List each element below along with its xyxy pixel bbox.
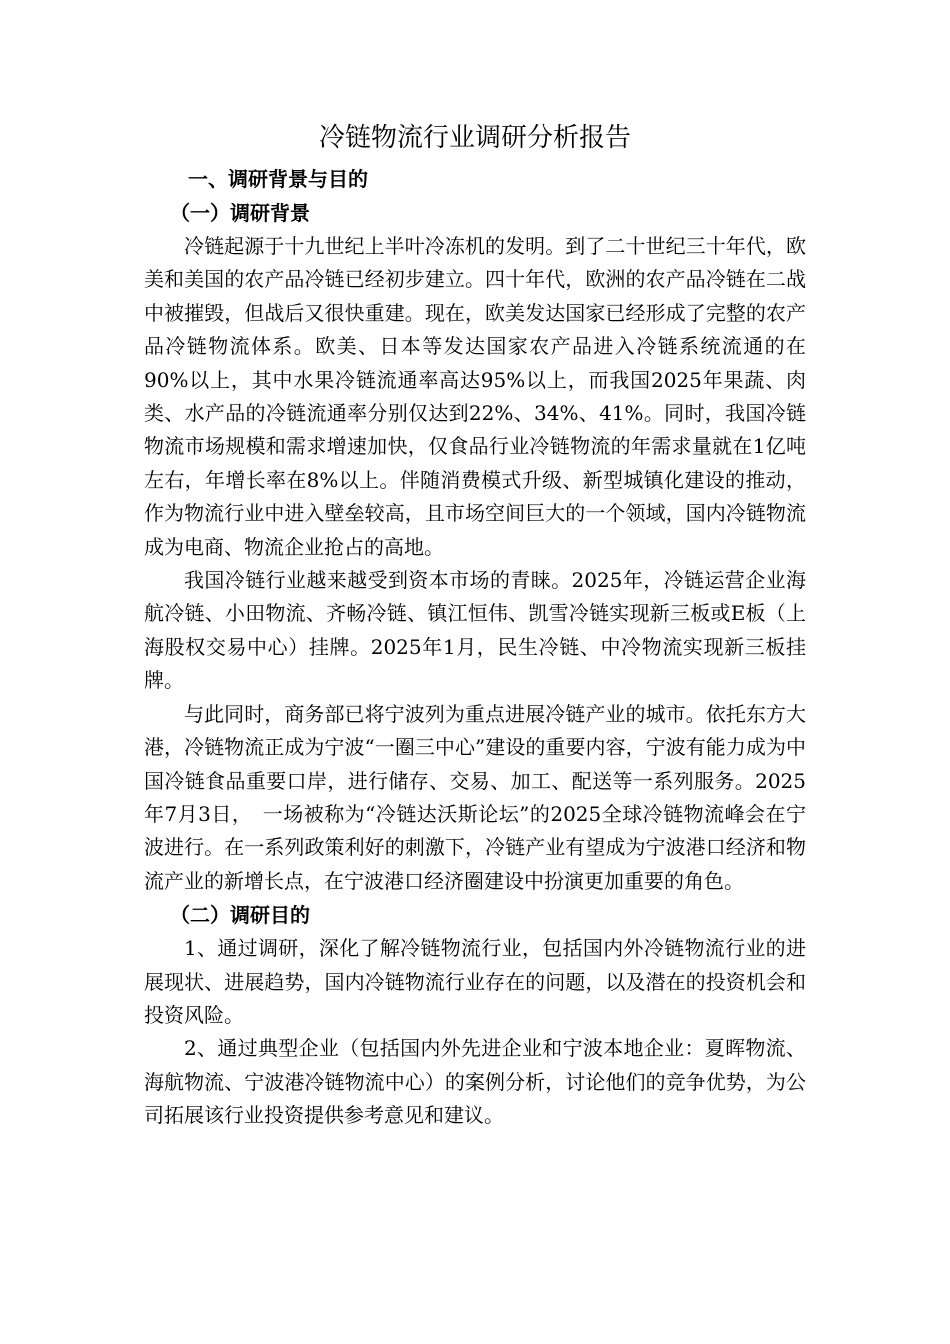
paragraph-purpose-1: 1、通过调研，深化了解冷链物流行业，包括国内外冷链物流行业的进展现状、进展趋势，国内冷链物流行业存在的问题，以及潜在的投资机会和投资风险。 xyxy=(144,936,806,1027)
section-heading-background-purpose: 一、调研背景与目的 xyxy=(188,167,368,191)
paragraph-background-2: 我国冷链行业越来越受到资本市场的青睐。2025年，冷链运营企业海航冷链、小田物流、齐畅冷链、镇江恒伟、凯雪冷链实现新三板或E板（上海股权交易中心）挂牌。2025年1月，民生冷链、中冷物流实现新三板挂牌。 xyxy=(144,568,806,693)
subsection-heading-background: （一）调研背景 xyxy=(170,201,310,225)
document-body xyxy=(144,116,806,1133)
paragraph-purpose-2: 2、通过典型企业（包括国内外先进企业和宁波本地企业：夏晖物流、海航物流、宁波港冷链物流中心）的案例分析，讨论他们的竞争优势，为公司拓展该行业投资提供参考意见和建议。 xyxy=(144,1036,806,1128)
paragraph-background-1: 冷链起源于十九世纪上半叶冷冻机的发明。到了二十世纪三十年代，欧美和美国的农产品冷链已经初步建立。四十年代，欧洲的农产品冷链在二战中被摧毁，但战后又很快重建。现在，欧美发达国家已经形成了完整的农产品冷链物流体系。欧美、日本等发达国家农产品进入冷链系统流通的在90%以上，其中水果冷链流通率高达95%以上，而我国2025年果蔬、肉类、水产品的冷链流通率分别仅达到22%、34%、41%。同时，我国冷链物流市场规模和需求增速加快，仅食品行业冷链物流的年需求量就在1亿吨左右，年增长率在8%以上。伴随消费模式升级、新型城镇化建设的推动，作为物流行业中进入壁垒较高，且市场空间巨大的一个领域，国内冷链物流成为电商、物流企业抢占的高地。 xyxy=(144,234,806,559)
subsection-heading-purpose: （二）调研目的 xyxy=(170,903,310,928)
paragraph-background-3: 与此同时，商务部已将宁波列为重点进展冷链产业的城市。依托东方大港，冷链物流正成为宁波“一圈三中心”建设的重要内容，宁波有能力成为中国冷链食品重要口岸，进行储存、交易、加工、配送等一系列服务。2025年7月3日， 一场被称为“冷链达沃斯论坛”的2025全球冷链物流峰会在宁波进行。在一系列政策利好的刺激下，冷链产业有望成为宁波港口经济和物流产业的新增长点，在宁波港口经济圈建设中扮演更加重要的角色。 xyxy=(144,701,806,893)
document-title: 冷链物流行业调研分析报告 xyxy=(318,123,631,153)
